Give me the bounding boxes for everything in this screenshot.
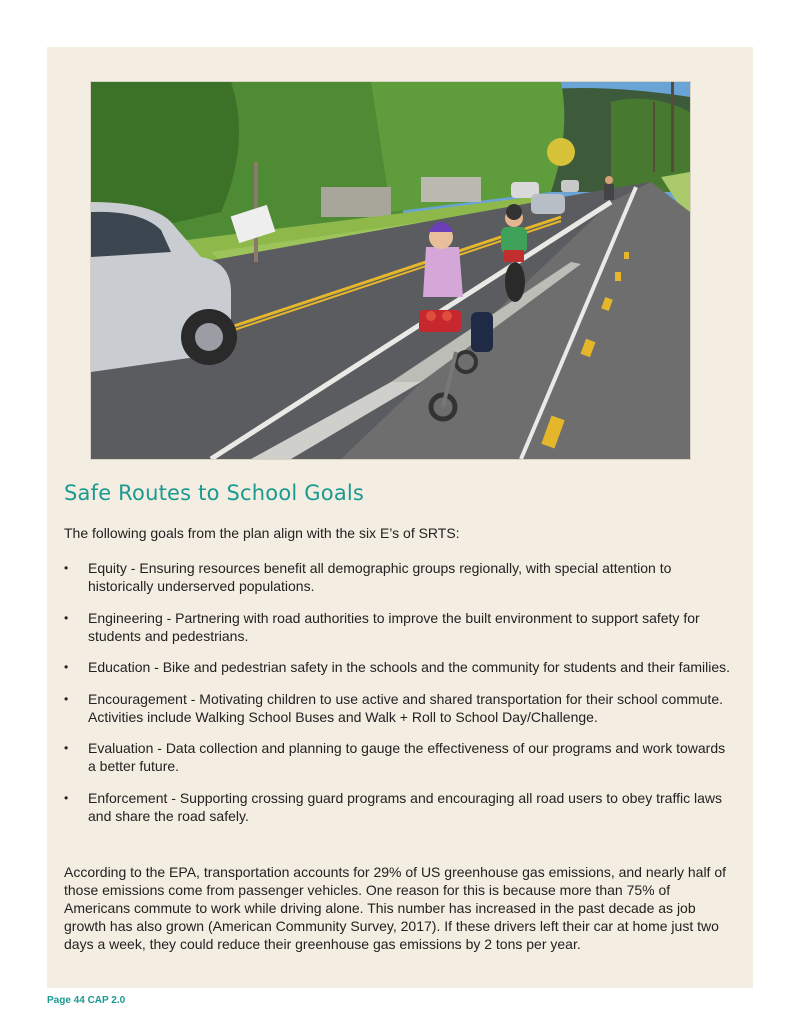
goal-text: Encouragement - Motivating children to use active and shared transportation for their school commute. Activities include Walking School Buses and Walk + Roll to School Day/Challenge. [88,690,723,725]
goal-text: Engineering - Partnering with road authorities to improve the built environment to support safety for students and pedestrians. [88,609,700,644]
goal-text: Equity - Ensuring resources benefit all demographic groups regionally, with special attention to historically underserved populations. [88,560,672,594]
goal-list-item [64,559,736,595]
closing-paragraph: According to the EPA, transportation accounts for 29% of US greenhouse gas emissions, and nearly half of those emissions come from passenger vehicles. One reason for this is because more than 75% of Americans commute to work while driving alone. This number has increased in the past decade as job growth has also grown (American Community Survey, 2017). If these drivers left their car at home just two days a week, they could reduce their greenhouse gas emissions by 2 tons per year. [64,864,727,952]
intro-paragraph: The following goals from the plan align with the six E’s of SRTS: [64,525,460,541]
goal-text: Evaluation - Data collection and planning to gauge the effectiveness of our programs and work towards a better future. [88,740,726,774]
goal-text: Education - Bike and pedestrian safety in the schools and the community for students and their families. [88,659,731,675]
bullet-icon: • [64,790,69,805]
content-panel [47,47,753,988]
page-footer: Page 44 CAP 2.0 [47,995,126,1006]
goal-text: Enforcement - Supporting crossing guard programs and encouraging all road users to obey traffic laws and share the road safely. [88,789,722,824]
goal-list-item [64,739,736,775]
bullet-icon: • [64,691,69,706]
bike-lane-photo [90,81,691,460]
goal-list-item [64,609,736,645]
section-heading: Safe Routes to School Goals [64,481,365,505]
goal-list-item [64,789,736,825]
goal-list-item [64,658,736,676]
goals-list [64,559,736,838]
goal-list-item [64,690,736,726]
bullet-icon: • [64,610,69,625]
bullet-icon: • [64,741,69,755]
bullet-icon: • [64,561,69,575]
bullet-icon: • [64,660,69,674]
